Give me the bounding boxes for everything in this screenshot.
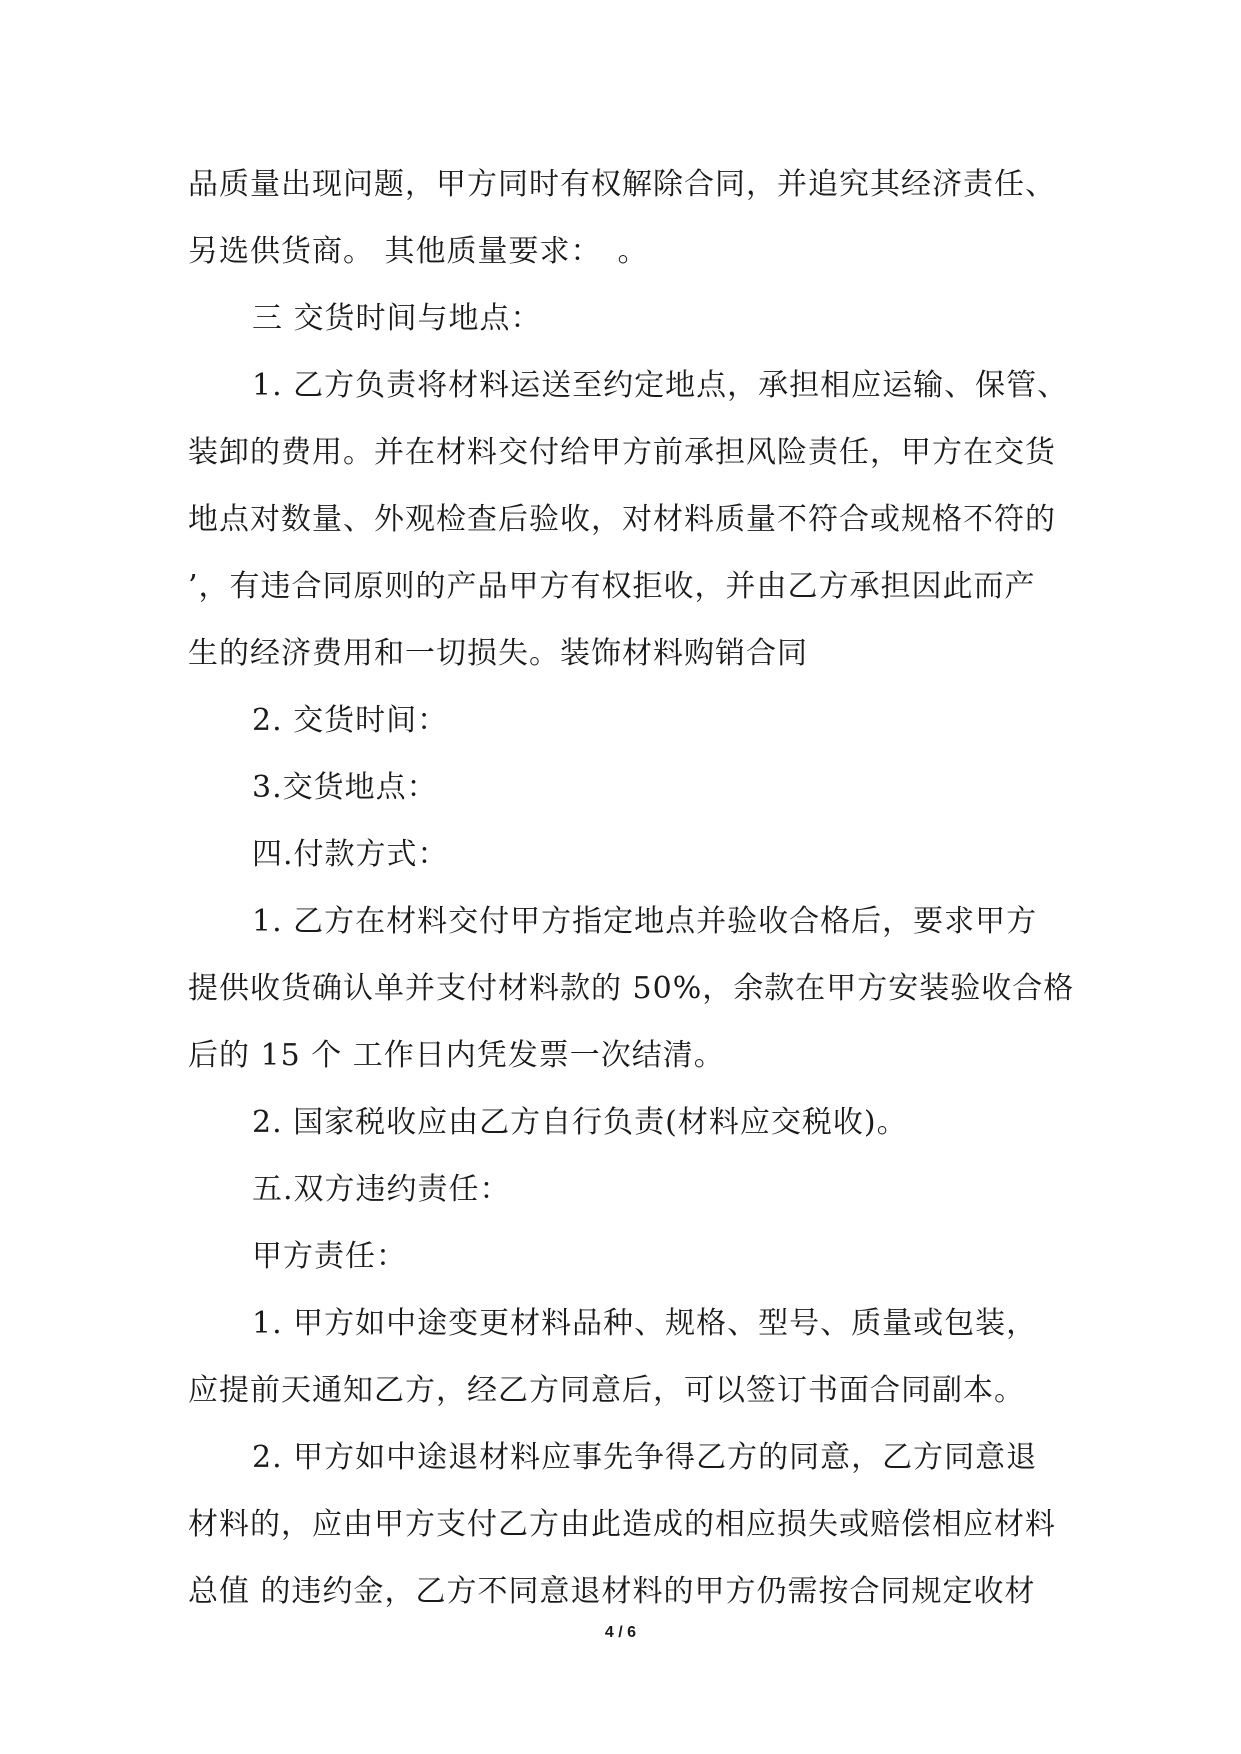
text-line: 装卸的费用。并在材料交付给甲方前承担风险责任，甲方在交货 [188,435,1056,470]
text-line: 地点对数量、外观检查后验收，对材料质量不符合或规格不符的 [188,502,1056,537]
section-heading: 四.付款方式： [252,837,449,872]
text-line: 3.交货地点： [252,770,438,805]
section-heading: 五.双方违约责任： [252,1172,511,1207]
text-line: 总值 的违约金，乙方不同意退材料的甲方仍需按合同规定收材 [188,1574,1036,1609]
text-line: 2. 甲方如中途退材料应事先争得乙方的同意，乙方同意退 [252,1440,1038,1475]
text-line: 品质量出现问题，甲方同时有权解除合同，并追究其经济责任、 [188,167,1056,202]
text-line: ’，有违合同原则的产品甲方有权拒收，并由乙方承担因此而产 [188,569,1036,604]
text-line: 1. 乙方在材料交付甲方指定地点并验收合格后，要求甲方 [252,904,1038,939]
text-line: 应提前天通知乙方，经乙方同意后，可以签订书面合同副本。 [188,1373,1025,1408]
text-line: 2. 国家税收应由乙方自行负责(材料应交税收)。 [252,1105,908,1140]
section-heading: 三 交货时间与地点： [252,301,542,336]
contract-body [188,162,1075,1636]
subsection-heading: 甲方责任： [252,1239,407,1274]
text-line: 1. 乙方负责将材料运送至约定地点，承担相应运输、保管、 [252,368,1069,403]
text-line: 后的 15 个 工作日内凭发票一次结清。 [188,1038,725,1073]
text-line: 提供收货确认单并支付材料款的 50%，余款在甲方安装验收合格 [188,971,1075,1006]
text-line: 2. 交货时间： [252,703,449,738]
page-number: 4 / 6 [604,1624,637,1641]
text-line: 生的经济费用和一切损失。装饰材料购销合同 [188,636,808,671]
text-line: 材料的，应由甲方支付乙方由此造成的相应损失或赔偿相应材料 [188,1507,1056,1542]
text-line: 1. 甲方如中途变更材料品种、规格、型号、质量或包装， [252,1306,1038,1341]
text-line: 另选供货商。 其他质量要求： 。 [188,234,649,269]
